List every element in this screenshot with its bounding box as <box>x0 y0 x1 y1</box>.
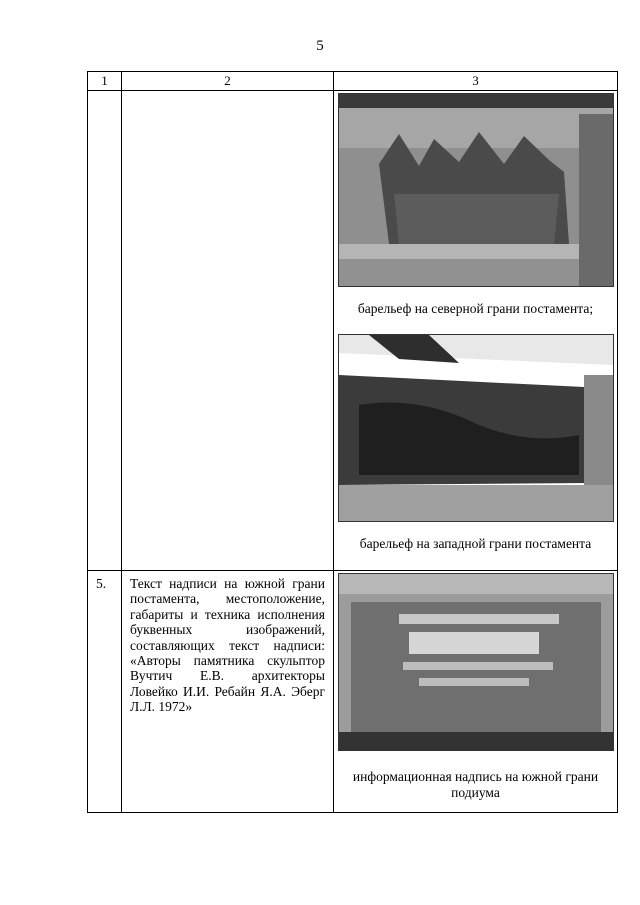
header-col-1: 1 <box>88 72 122 91</box>
south-inscription-photo <box>338 573 614 751</box>
south-caption: информационная надпись на южной грани подиума <box>352 769 599 800</box>
monument-table <box>87 71 618 813</box>
table-row <box>88 571 618 813</box>
header-row <box>88 72 618 91</box>
north-caption: барельеф на северной грани постамента; <box>357 301 594 316</box>
header-col-2: 2 <box>122 72 334 91</box>
west-caption: барельеф на западной грани постамента <box>359 536 592 551</box>
inscription-description: Текст надписи на южной грани постамента, местоположение, габариты и техника исполнения буквенных изображений, составляющих текст надписи: «Авторы памятника скульптор Вучтич Е.В. архитекторы Ловейко И.И. Ребайн Я.А. Эберг Л.Л. 1972» <box>122 571 334 813</box>
row-photos-cell <box>334 571 618 813</box>
row-photos-cell <box>334 91 618 571</box>
north-bas-relief-photo <box>338 93 614 287</box>
row-description-cell <box>122 91 334 571</box>
west-bas-relief-photo <box>338 334 614 522</box>
header-col-3: 3 <box>334 72 618 91</box>
table-row <box>88 91 618 571</box>
page-number: 5 <box>316 38 324 54</box>
row-number-cell: 5. <box>88 571 122 813</box>
row-number-cell <box>88 91 122 571</box>
